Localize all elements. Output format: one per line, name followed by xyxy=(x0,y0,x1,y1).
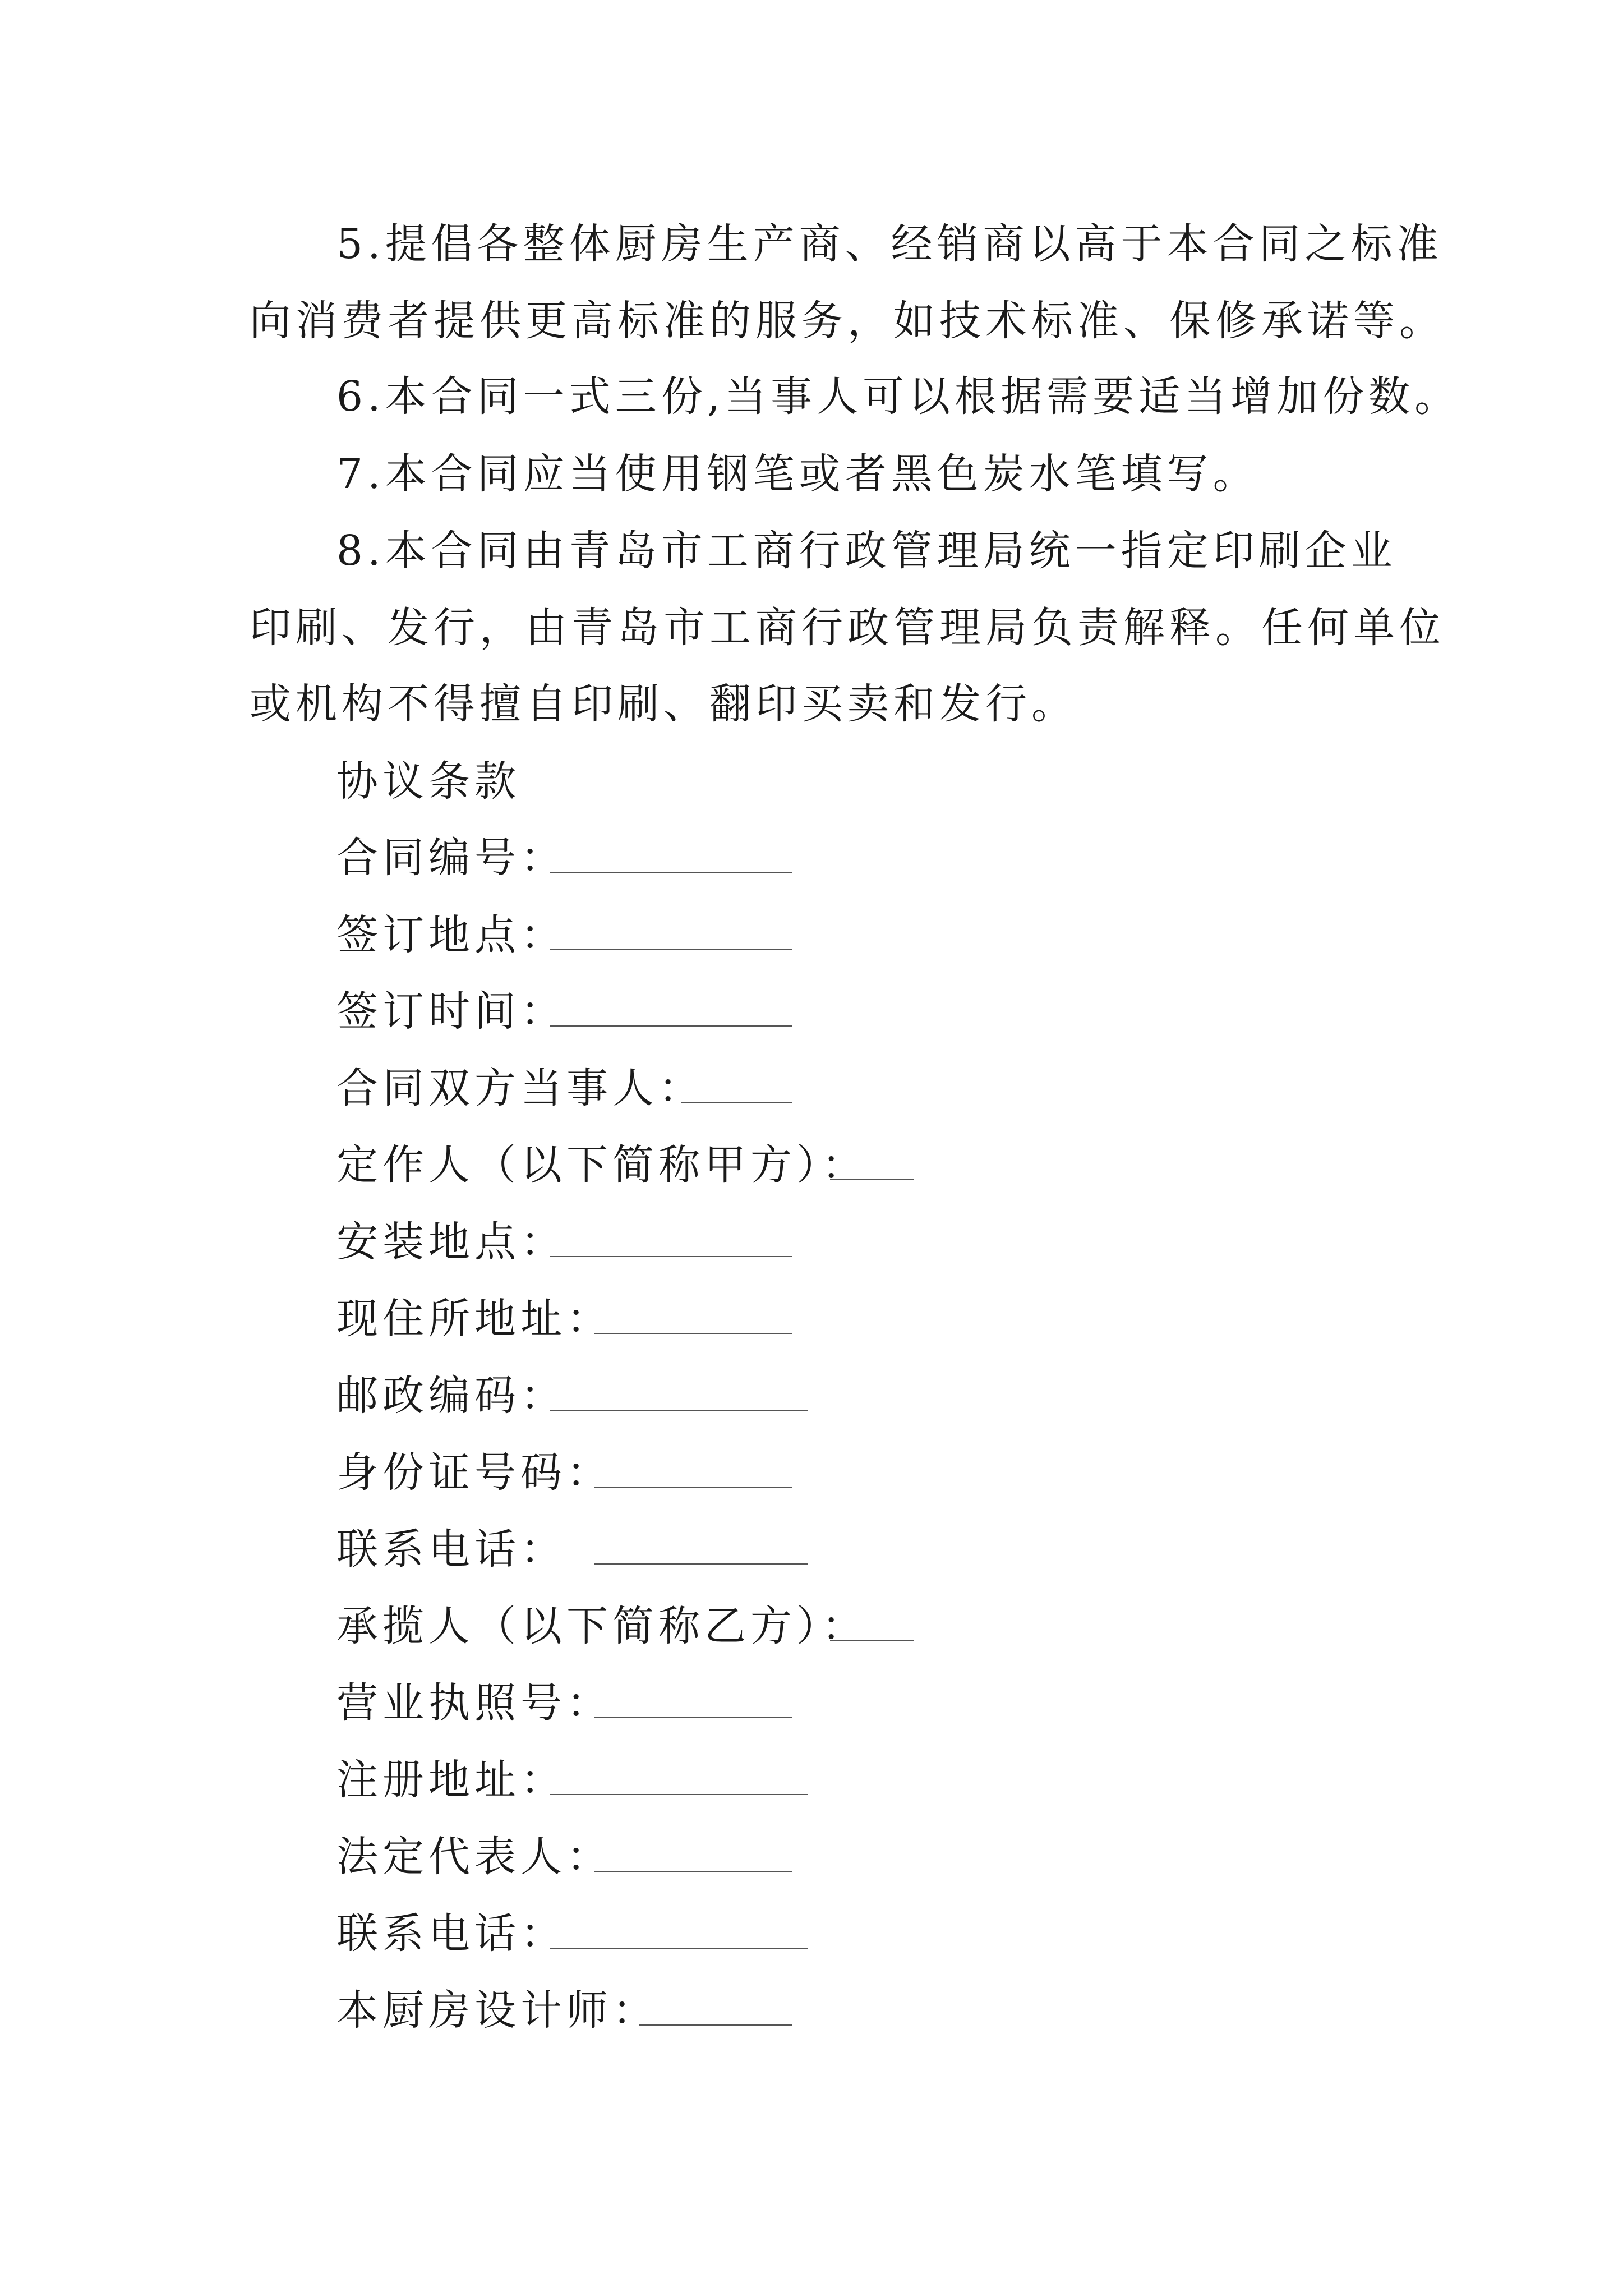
field-phone-b xyxy=(336,1910,566,1958)
field-label: 本厨房设计师： xyxy=(336,1986,658,2035)
field-install-location xyxy=(336,1218,566,1266)
field-contract-number xyxy=(336,834,566,882)
fill-in-line[interactable] xyxy=(550,949,792,950)
fill-in-line[interactable] xyxy=(550,1948,808,1949)
clause-5-line-2: 向消费者提供更高标准的服务，如技术标准、保修承诺等。 xyxy=(250,297,1445,345)
clause-7: 7.本合同应当使用钢笔或者黑色炭水笔填写。 xyxy=(336,450,1259,498)
clause-8-line-3: 或机构不得擅自印刷、翻印买卖和发行。 xyxy=(250,680,1077,728)
fill-in-line[interactable] xyxy=(550,1794,808,1795)
field-label: 签订地点： xyxy=(336,911,566,959)
field-party-a xyxy=(336,1141,868,1189)
clause-8-line-2: 印刷、发行，由青岛市工商行政管理局负责解释。任何单位 xyxy=(250,604,1445,652)
field-label: 法定代表人： xyxy=(336,1833,612,1881)
fill-in-line[interactable] xyxy=(594,1717,792,1718)
field-label: 现住所地址： xyxy=(336,1295,612,1343)
fill-in-line[interactable] xyxy=(550,872,792,873)
clause-6: 6.本合同一式三份,当事人可以根据需要适当增加份数。 xyxy=(336,372,1461,421)
field-kitchen-designer xyxy=(336,1986,658,2035)
field-label: 承揽人（以下简称乙方）： xyxy=(336,1602,868,1650)
clause-5-line-1: 5.提倡各整体厨房生产商、经销商以高于本合同之标准 xyxy=(336,220,1443,268)
fill-in-line[interactable] xyxy=(550,1256,792,1257)
fill-in-line[interactable] xyxy=(830,1640,914,1641)
fill-in-line[interactable] xyxy=(639,2024,792,2026)
field-registered-address xyxy=(336,1756,566,1804)
field-label: 邮政编码： xyxy=(336,1372,566,1420)
field-id-number xyxy=(336,1448,612,1497)
field-label: 注册地址： xyxy=(336,1756,566,1804)
field-postal-code xyxy=(336,1372,566,1420)
field-label: 合同双方当事人： xyxy=(336,1064,704,1112)
field-label: 安装地点： xyxy=(336,1218,566,1266)
fill-in-line[interactable] xyxy=(594,1563,808,1565)
field-label: 签订时间： xyxy=(336,987,566,1036)
field-signing-time xyxy=(336,987,566,1036)
fill-in-line[interactable] xyxy=(550,1410,808,1411)
field-current-address xyxy=(336,1295,612,1343)
field-business-license xyxy=(336,1679,612,1727)
fill-in-line[interactable] xyxy=(550,1025,792,1027)
fill-in-line[interactable] xyxy=(681,1102,792,1103)
field-label: 联系电话： xyxy=(336,1525,566,1573)
field-phone-a xyxy=(336,1525,566,1573)
fill-in-line[interactable] xyxy=(594,1487,792,1488)
field-contracting-parties xyxy=(336,1064,704,1112)
section-title: 协议条款 xyxy=(336,757,520,806)
field-label: 营业执照号： xyxy=(336,1679,612,1727)
field-label: 身份证号码： xyxy=(336,1448,612,1497)
clause-8-line-1: 8.本合同由青岛市工商行政管理局统一指定印刷企业 xyxy=(336,527,1397,575)
field-party-b xyxy=(336,1602,868,1650)
field-label: 定作人（以下简称甲方）： xyxy=(336,1141,868,1189)
fill-in-line[interactable] xyxy=(594,1333,792,1334)
fill-in-line[interactable] xyxy=(830,1179,914,1180)
field-signing-place xyxy=(336,911,566,959)
fill-in-line[interactable] xyxy=(594,1871,792,1872)
field-label: 合同编号： xyxy=(336,834,566,882)
field-label: 联系电话： xyxy=(336,1910,566,1958)
field-legal-representative xyxy=(336,1833,612,1881)
